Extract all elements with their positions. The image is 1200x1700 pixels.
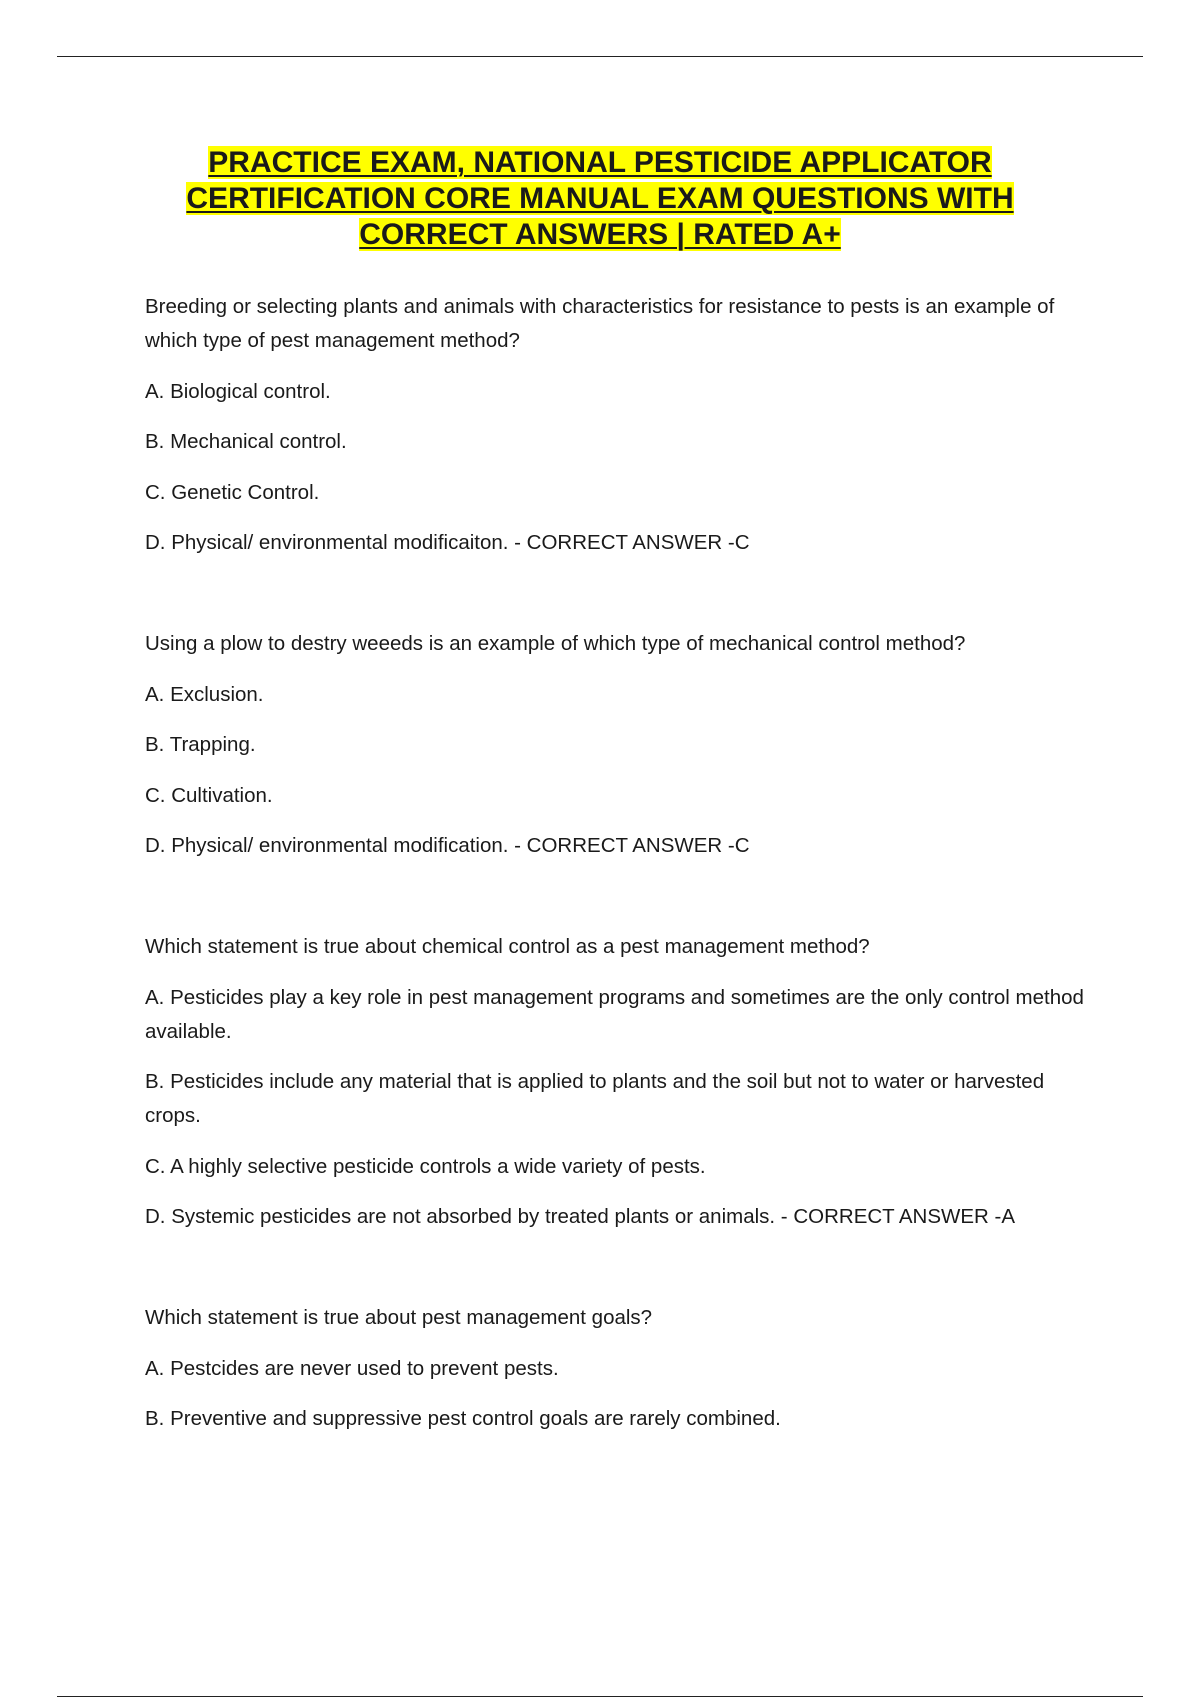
document-title-text: PRACTICE EXAM, NATIONAL PESTICIDE APPLICATOR CERTIFICATION CORE MANUAL EXAM QUESTIONS WITH CORRECT ANSWERS | RATED A+ — [186, 146, 1014, 251]
question-block-2 — [145, 627, 1090, 863]
answer-option: B. Preventive and suppressive pest control goals are rarely combined. — [145, 1407, 781, 1430]
footer-rule — [57, 1696, 1143, 1697]
answer-option: A. Exclusion. — [145, 682, 264, 706]
question-list — [145, 290, 1090, 1453]
answer-option: A. Pesticides play a key role in pest management programs and sometimes are the only control method available. — [145, 985, 1084, 1043]
answer-option: C. Genetic Control. — [145, 480, 320, 504]
answer-option: A. Pestcides are never used to prevent pests. — [145, 1356, 559, 1380]
answer-option: B. Pesticides include any material that is applied to plants and the soil but not to water or harvested crops. — [145, 1070, 1045, 1127]
question-text: Which statement is true about pest management goals? — [145, 1306, 653, 1329]
answer-option: B. Trapping. — [145, 733, 256, 756]
question-block-4 — [145, 1301, 1090, 1436]
header-rule — [57, 56, 1143, 57]
question-block-3 — [145, 930, 1090, 1234]
answer-option: C. A highly selective pesticide controls a wide variety of pests. — [145, 1154, 706, 1178]
answer-option: A. Biological control. — [145, 379, 331, 403]
answer-option-with-correct-answer: D. Physical/ environmental modification. - CORRECT ANSWER -C — [145, 834, 750, 857]
answer-option-with-correct-answer: D. Physical/ environmental modificaiton. - CORRECT ANSWER -C — [145, 531, 750, 554]
document-title — [120, 145, 1080, 253]
question-text: Which statement is true about chemical control as a pest management method? — [145, 935, 870, 958]
question-block-1 — [145, 290, 1090, 560]
question-text: Breeding or selecting plants and animals with characteristics for resistance to pests is an example of which type of pest management method? — [145, 295, 1055, 352]
answer-option: C. Cultivation. — [145, 783, 273, 807]
answer-option-with-correct-answer: D. Systemic pesticides are not absorbed by treated plants or animals. - CORRECT ANSWER -A — [145, 1205, 1016, 1228]
question-text: Using a plow to destry weeeds is an example of which type of mechanical control method? — [145, 632, 966, 655]
answer-option: B. Mechanical control. — [145, 430, 347, 453]
